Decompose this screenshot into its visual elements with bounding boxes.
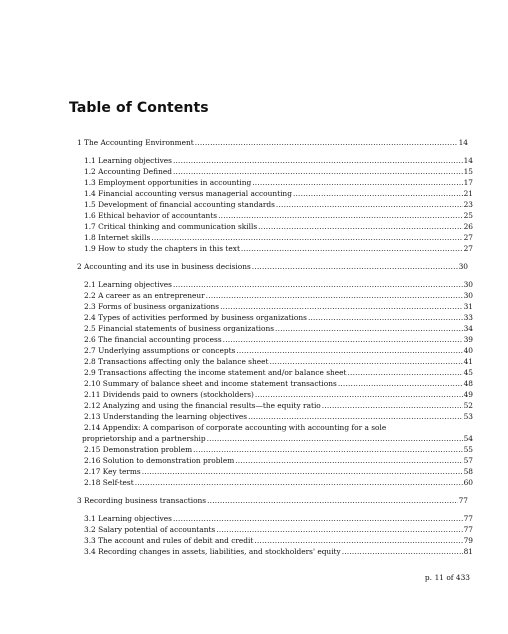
toc-page-number: 49 bbox=[463, 390, 473, 399]
dot-leader bbox=[293, 189, 463, 199]
toc-entry-title: 1.1 Learning objectives bbox=[84, 156, 172, 165]
toc-entry-title: 1.6 Ethical behavior of accountants bbox=[84, 211, 218, 220]
dot-leader bbox=[173, 280, 463, 290]
toc-section-entry[interactable] bbox=[84, 244, 473, 254]
dot-leader bbox=[275, 324, 463, 334]
toc-entry-title: 1.8 Internet skills bbox=[84, 233, 151, 242]
toc-page-number: 53 bbox=[463, 412, 473, 421]
toc-section-entry[interactable] bbox=[84, 390, 473, 400]
toc-section-entry[interactable] bbox=[84, 467, 473, 477]
toc-section-entry[interactable] bbox=[84, 445, 473, 455]
toc-page-number: 26 bbox=[463, 222, 473, 231]
dot-leader bbox=[308, 313, 463, 323]
dot-leader bbox=[252, 178, 462, 188]
toc-section-entry[interactable] bbox=[84, 156, 473, 166]
dot-leader bbox=[269, 357, 462, 367]
toc-entry-title: 2.3 Forms of business organizations bbox=[84, 302, 220, 311]
dot-leader bbox=[254, 536, 462, 546]
toc-page-number: 55 bbox=[463, 445, 473, 454]
dot-leader bbox=[322, 401, 463, 411]
dot-leader bbox=[173, 167, 463, 177]
toc-section-entry[interactable] bbox=[84, 412, 473, 422]
toc-section-entry[interactable] bbox=[84, 401, 473, 411]
toc-section-entry[interactable] bbox=[84, 368, 473, 378]
toc-page-number: 27 bbox=[463, 244, 473, 253]
toc-page-number: 48 bbox=[463, 379, 473, 388]
toc-page-number: 54 bbox=[463, 434, 473, 443]
toc-entry-title: 3.3 The account and rules of debit and credit bbox=[84, 536, 254, 545]
dot-leader bbox=[207, 496, 457, 506]
toc-entry-title: 2.13 Understanding the learning objectives bbox=[84, 412, 248, 421]
toc-entry-title: 2.12 Analyzing and using the financial results—the equity ratio bbox=[84, 401, 321, 410]
dot-leader bbox=[276, 200, 463, 210]
toc-section-entry[interactable] bbox=[82, 434, 473, 444]
dot-leader bbox=[151, 233, 462, 243]
toc-page-number: 14 bbox=[458, 138, 468, 147]
toc-section-entry[interactable] bbox=[84, 346, 473, 356]
toc-section-entry[interactable] bbox=[84, 547, 473, 557]
toc-section-entry[interactable] bbox=[84, 478, 473, 488]
toc-entry-title: 3.4 Recording changes in assets, liabilities, and stockholders' equity bbox=[84, 547, 341, 556]
toc-page-number: 30 bbox=[458, 262, 468, 271]
dot-leader bbox=[235, 456, 462, 466]
toc-entry-title: 2.1 Learning objectives bbox=[84, 280, 172, 289]
dot-leader bbox=[248, 412, 463, 422]
toc-page-number: 17 bbox=[463, 178, 473, 187]
toc-page-number: 79 bbox=[463, 536, 473, 545]
dot-leader bbox=[220, 302, 463, 312]
toc-entry-title: 2.8 Transactions affecting only the balance sheet bbox=[84, 357, 269, 366]
dot-leader bbox=[173, 514, 463, 524]
toc-section-entry[interactable] bbox=[84, 222, 473, 232]
toc-section-entry[interactable] bbox=[84, 211, 473, 221]
toc-page-number: 77 bbox=[463, 525, 473, 534]
toc-entry-title: 2.4 Types of activities performed by business organizations bbox=[84, 313, 307, 322]
toc-entry-title: 1 The Accounting Environment bbox=[77, 138, 194, 147]
dot-leader bbox=[223, 335, 463, 345]
page-count: 11 of 433 bbox=[434, 573, 470, 582]
toc-section-entry[interactable] bbox=[84, 324, 473, 334]
dot-leader bbox=[258, 222, 462, 232]
toc-section-entry[interactable] bbox=[84, 313, 473, 323]
toc-section-entry[interactable] bbox=[84, 233, 473, 243]
toc-entry-title: 2.2 A career as an entrepreneur bbox=[84, 291, 205, 300]
toc-page-number: 21 bbox=[463, 189, 473, 198]
toc-page-number: 52 bbox=[463, 401, 473, 410]
toc-section-entry[interactable] bbox=[84, 280, 473, 290]
toc-entry-title: 2.15 Demonstration problem bbox=[84, 445, 193, 454]
page-title: Table of Contents bbox=[69, 100, 209, 116]
dot-leader bbox=[207, 434, 463, 444]
toc-entry-title: 2.11 Dividends paid to owners (stockholders) bbox=[84, 390, 254, 399]
toc-page-number: 30 bbox=[463, 291, 473, 300]
toc-chapter-entry[interactable] bbox=[77, 262, 468, 272]
dot-leader bbox=[206, 291, 463, 301]
toc-entry-title: 1.9 How to study the chapters in this text bbox=[84, 244, 240, 253]
dot-leader bbox=[342, 547, 463, 557]
toc-section-entry[interactable] bbox=[84, 291, 473, 301]
toc-entry-title: 2.6 The financial accounting process bbox=[84, 335, 222, 344]
toc-entry-title: 2.17 Key terms bbox=[84, 467, 141, 476]
toc-section-entry[interactable] bbox=[84, 514, 473, 524]
dot-leader bbox=[135, 478, 463, 488]
toc-page-number: 34 bbox=[463, 324, 473, 333]
dot-leader bbox=[173, 156, 463, 166]
toc-entry-title: 3.1 Learning objectives bbox=[84, 514, 172, 523]
toc-entry-title: 2 Accounting and its use in business decisions bbox=[77, 262, 251, 271]
dot-leader bbox=[348, 368, 463, 378]
toc-page-number: 45 bbox=[463, 368, 473, 377]
toc-page-number: 60 bbox=[463, 478, 473, 487]
toc-section-entry[interactable] bbox=[84, 536, 473, 546]
toc-section-entry[interactable] bbox=[84, 178, 473, 188]
page-number bbox=[425, 573, 470, 582]
toc-section-entry[interactable] bbox=[84, 302, 473, 312]
toc-page-number: 40 bbox=[463, 346, 473, 355]
toc-entry-title-line2: proprietorship and a partnership bbox=[82, 434, 206, 443]
toc-section-entry[interactable] bbox=[84, 189, 473, 199]
toc-page-number: 33 bbox=[463, 313, 473, 322]
dot-leader bbox=[216, 525, 462, 535]
dot-leader bbox=[218, 211, 463, 221]
toc-entry-title: 1.5 Development of financial accounting standards bbox=[84, 200, 275, 209]
toc-page-number: 41 bbox=[463, 357, 473, 366]
toc-section-entry[interactable] bbox=[84, 456, 473, 466]
toc-page-number: 81 bbox=[463, 547, 473, 556]
toc-page-number: 31 bbox=[463, 302, 473, 311]
dot-leader bbox=[338, 379, 463, 389]
toc-section-entry[interactable] bbox=[84, 357, 473, 367]
dot-leader bbox=[236, 346, 462, 356]
page-prefix: p. bbox=[424, 573, 433, 582]
toc-entry-title: 2.10 Summary of balance sheet and income statement transactions bbox=[84, 379, 337, 388]
dot-leader bbox=[252, 262, 458, 272]
toc-chapter-entry[interactable] bbox=[77, 496, 468, 506]
toc-entry-title: 1.3 Employment opportunities in accounting bbox=[84, 178, 252, 187]
toc-page-number: 25 bbox=[463, 211, 473, 220]
dot-leader bbox=[142, 467, 463, 477]
toc-page-number: 77 bbox=[458, 496, 468, 505]
toc-page-number: 77 bbox=[463, 514, 473, 523]
toc-entry-title: 2.9 Transactions affecting the income statement and/or balance sheet bbox=[84, 368, 347, 377]
toc-section-entry[interactable] bbox=[84, 335, 473, 345]
toc-page-number: 30 bbox=[463, 280, 473, 289]
toc-page-number: 58 bbox=[463, 467, 473, 476]
toc-page-number: 57 bbox=[463, 456, 473, 465]
dot-leader bbox=[255, 390, 463, 400]
toc-section-entry[interactable] bbox=[84, 167, 473, 177]
toc-chapter-entry[interactable] bbox=[77, 138, 468, 148]
dot-leader bbox=[195, 138, 458, 148]
toc-page-number: 15 bbox=[463, 167, 473, 176]
toc-entry-title: 2.5 Financial statements of business organizations bbox=[84, 324, 275, 333]
toc-section-entry[interactable] bbox=[84, 200, 473, 210]
dot-leader bbox=[193, 445, 462, 455]
toc-entry-title: 2.7 Underlying assumptions or concepts bbox=[84, 346, 236, 355]
toc-entry-title: 1.7 Critical thinking and communication skills bbox=[84, 222, 258, 231]
dot-leader bbox=[241, 244, 463, 254]
toc-page-number: 14 bbox=[463, 156, 473, 165]
toc-entry-title: 3.2 Salary potential of accountants bbox=[84, 525, 216, 534]
toc-page-number: 39 bbox=[463, 335, 473, 344]
toc-entry-title: 3 Recording business transactions bbox=[77, 496, 207, 505]
toc-page-number: 23 bbox=[463, 200, 473, 209]
toc-entry-title-line1: 2.14 Appendix: A comparison of corporate accounting with accounting for a sole bbox=[84, 423, 387, 432]
toc-entry-title: 2.18 Self-test bbox=[84, 478, 134, 487]
toc-section-entry[interactable] bbox=[84, 379, 473, 389]
toc-section-entry[interactable] bbox=[84, 525, 473, 535]
toc-entry-title: 1.2 Accounting Defined bbox=[84, 167, 172, 176]
toc-page-number: 27 bbox=[463, 233, 473, 242]
toc-entry-title: 1.4 Financial accounting versus managerial accounting bbox=[84, 189, 292, 198]
toc-entry-title: 2.16 Solution to demonstration problem bbox=[84, 456, 235, 465]
